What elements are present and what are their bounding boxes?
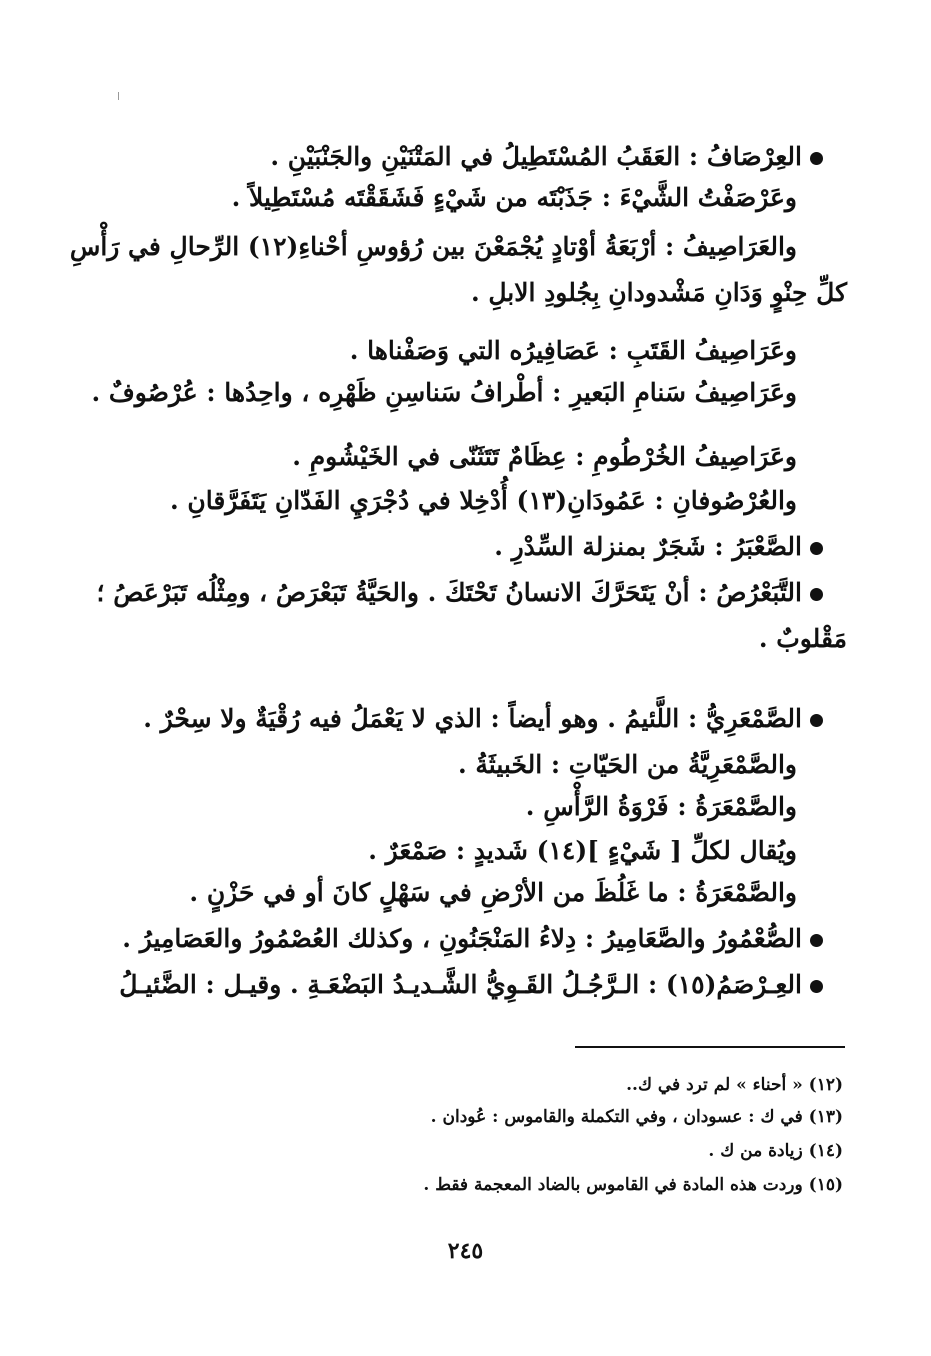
entry-line: والصَّمْعَرَةُ : ما غَلُظَ من الأرْضِ في سَهْلٍ كانَ أو في حَزْنٍ . <box>189 878 797 907</box>
footnote: (١٣) في ك : عسودان ، وفي التكملة والقاموس : عُودان . <box>430 1107 843 1127</box>
entry-line: ويُقال لكلِّ [ شَيْءٍ ](١٤) شَديدٍ : صَمْعَرٌ . <box>368 836 797 865</box>
bullet-icon <box>810 542 823 555</box>
entry-line: العِرْصَافُ : العَقَبُ المُسْتَطِيلُ في المَتْنَيْنِ والجَنْبَيْنِ . <box>270 140 823 174</box>
entry-line: والعُرْصُوفانِ : عَمُودَانِ(١٣) أُدْخِلا في دُجْرَيِ الفَدّانِ يَتَفَرَّقانِ . <box>169 486 797 515</box>
bullet-icon <box>810 980 823 993</box>
entry-line: وعَرَاصِيفُ سَنامِ البَعيرِ : أطْرافُ سَناسِنِ ظَهْرِه ، واحِدُها : عُرْصُوفٌ . <box>91 378 797 407</box>
bullet-icon <box>810 714 823 727</box>
footnote-divider <box>575 1046 845 1048</box>
entry-line: الصُّعْمُورُ والصَّعَامِيرُ : دِلاءُ المَنْجَنُونِ ، وكذلك العُصْمُورُ والعَصَامِيرُ . <box>122 922 823 956</box>
bullet-icon <box>810 934 823 947</box>
entry-line: والصَّمْعَرَةُ : فَرْوَةُ الرَّأْسِ . <box>525 792 797 821</box>
bullet-icon <box>810 588 823 601</box>
entry-line: والصَّمْعَرِيَّةُ من الحَيّاتِ : الخَبيثَةُ . <box>458 750 797 779</box>
footnote: (١٤) زيادة من ك . <box>708 1141 843 1161</box>
entry-line: مَقْلوبٌ . <box>758 624 847 653</box>
entry-line: التَّبَعْرُصُ : أنْ يَتَحَرَّكَ الانسانُ تَحْتَكَ . والحَيَّةُ تَبَعْرَصُ ، ومِثْلُه تَبَرْعَصُ ؛ <box>97 576 823 610</box>
entry-line: وعَرَاصِيفُ الخُرْطُومِ : عِظَامٌ تَتَثَنّى في الخَيْشُومِ . <box>292 442 797 471</box>
footnote: (١٢) « أحناء » لم ترد في ك.. <box>626 1075 843 1095</box>
entry-line: العِـرْصَمُ(١٥) : الـرَّجُـلُ القَـوِيُّ الشَّـديـدُ البَضْعَـةِ . وقيـل : الضَّئيـلُ <box>119 968 823 1002</box>
entry-line: وعَرَاصِيفُ القَتَبِ : عَصَافِيرُه التي وَصَفْناها . <box>349 336 797 365</box>
entry-line: والعَرَاصِيفُ : أرْبَعَةُ أوْتادٍ يُجْمَعْنَ بين رُؤوسِ أحْناءِ(١٢) الرِّحالِ في رَأْسِ <box>69 232 797 261</box>
entry-line: الصَّعْبَرُ : شَجَرٌ بمنزلة السِّدْرِ . <box>494 530 823 564</box>
footnote: (١٥) وردت هذه المادة في القاموس بالضاد المعجمة فقط . <box>423 1175 843 1195</box>
entry-line: الصَّمْعَرِيُّ : اللَّئيمُ . وهو أيضاً : الذي لا يَعْمَلُ فيه رُقْيَةٌ ولا سِحْرٌ . <box>143 702 823 736</box>
page-number: ٢٤٥ <box>447 1238 484 1264</box>
scan-mark <box>118 92 119 100</box>
entry-line: كلِّ حِنْوٍ وَدَانِ مَشْدودانِ بِجُلودِ الابلِ . <box>470 278 847 307</box>
bullet-icon <box>810 152 823 165</box>
entry-line: وعَرْصَفْتُ الشَّيْءَ : جَذَبْتَه من شَيْءٍ فَشَقَقْتَه مُسْتَطِيلاً . <box>231 183 797 212</box>
